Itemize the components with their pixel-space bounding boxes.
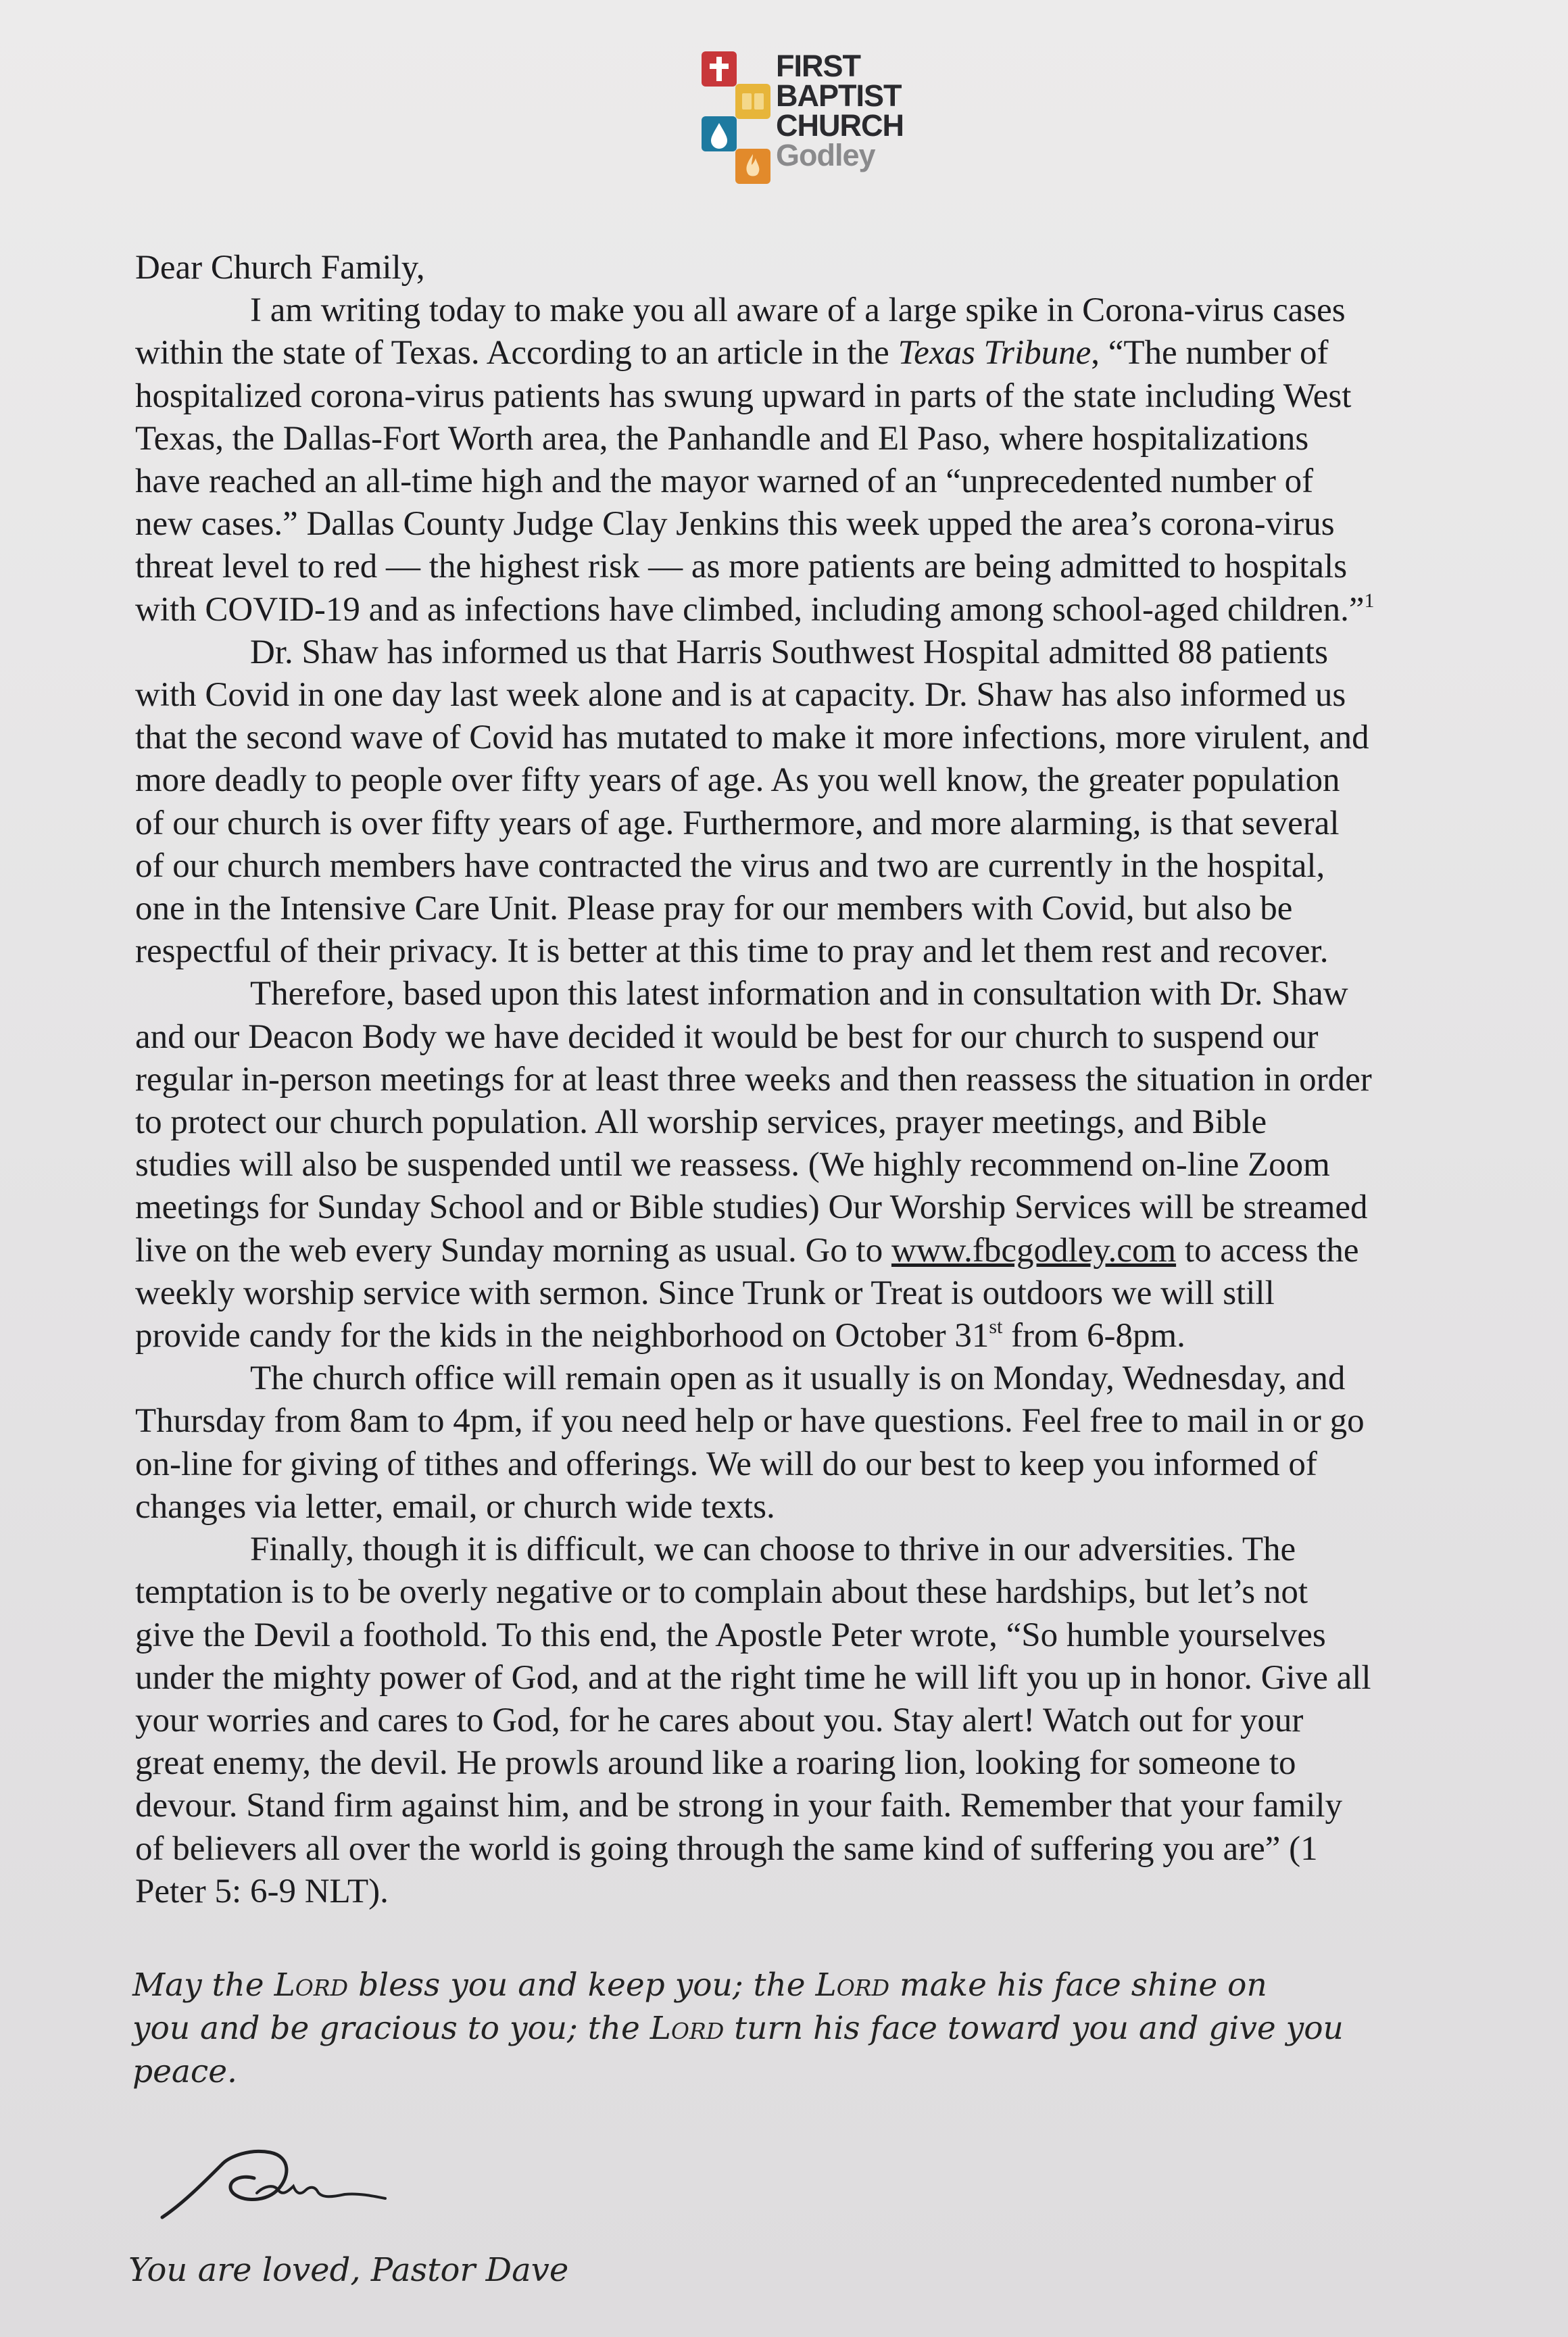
paragraph-5: Finally, though it is difficult, we can choose to thrive in our adversities. The temptation is to be overly negative or to complain about these hardships, but let’s not give the Devil a foothold. To this end, the Apostle Peter wrote, “So humble yourselves under the mighty power of God, and at the right time he will lift you up in honor. Give all your worries and cares to God, for he cares about you. Stay alert! Watch out for your great enemy, the devil. He prowls around like a roaring lion, looking for someone to devour. Stand firm against him, and be strong in your faith. Remember that your family of believers all over the world is going through the same kind of suffering you are” (1 Peter 5: 6-9 NLT). (135, 1531, 1371, 1910)
letter-body (135, 247, 1507, 1913)
logo-line-first: FIRST (776, 49, 860, 83)
logo-line-godley: Godley (776, 138, 875, 172)
pastor-signature (155, 2136, 399, 2231)
logo-line-baptist: BAPTIST (776, 78, 902, 113)
church-logo-icon (700, 49, 775, 184)
logo-line-church: CHURCH (776, 108, 904, 143)
paragraph-1: I am writing today to make you all aware of a large spike in Corona-virus cases within the state of Texas. According to an article in the Texas Tribune, “The number of hospitalized corona-virus patients has swung upward in parts of the state including West Texas, the Dallas-Fort Worth area, the Panhandle and El Paso, where hospitalizations have reached an all-time high and the mayor warned of an “unprecedented number of new cases.” Dallas County Judge Clay Jenkins this week upped the area’s corona-virus threat level to red — the highest risk — as more patients are being admitted to hospitals with COVID-19 and as infections have climbed, including among school-aged children.”$^1$ (135, 291, 1375, 629)
church-logo-text (776, 51, 904, 170)
paragraph-4: The church office will remain open as it usually is on Monday, Wednesday, and Thursday from 8am to 4pm, if you need help or have questions. Feel free to mail in or go on-line for giving of tithes and offerings. We will do our best to keep you informed of changes via letter, email, or church wide texts. (135, 1359, 1365, 1526)
paragraph-2: Dr. Shaw has informed us that Harris Southwest Hospital admitted 88 patients with Covid in one day last week alone and is at capacity. Dr. Shaw has also informed us that the second wave of Covid has mutated to make it more infections, more virulent, and more deadly to people over fifty years of age. As you well know, the greater population of our church is over fifty years of age. Furthermore, and more alarming, is that several of our church members have contracted the virus and two are currently in the hospital, one in the Intensive Care Unit. Please pray for our members with Covid, but also be respectful of their privacy. It is better at this time to pray and let them rest and recover. (135, 633, 1369, 971)
closing-line: You are loved, Pastor Dave (128, 2251, 569, 2289)
signature-icon (155, 2136, 399, 2231)
salutation: Dear Church Family, (135, 249, 425, 287)
publication-name: Texas Tribune (898, 334, 1092, 372)
church-logo (700, 49, 916, 184)
blessing: May the Lord bless you and keep you; the Lord make his face shine on you and be gracious to you; the Lord turn his face toward you and give you peace. (132, 1967, 1344, 2090)
footnote-marker: 1 (1364, 589, 1375, 612)
paragraph-3: Therefore, based upon this latest information and in consultation with Dr. Shaw and our Deacon Body we have decided it would be best for our church to suspend our regular in-person meetings for at least three weeks and then reassess the situation in order to protect our church population. All worship services, prayer meetings, and Bible studies will also be suspended until we reassess. (We highly recommend on-line Zoom meetings for Sunday School and or Bible studies) Our Worship Services will be streamed live on the web every Sunday morning as usual. Go to www.fbcgodley.com to access the weekly worship service with sermon. Since Trunk or Treat is outdoors we will still provide candy for the kids in the neighborhood on October 31st from 6-8pm. (135, 975, 1372, 1355)
website-link[interactable]: www.fbcgodley.com (891, 1231, 1177, 1270)
